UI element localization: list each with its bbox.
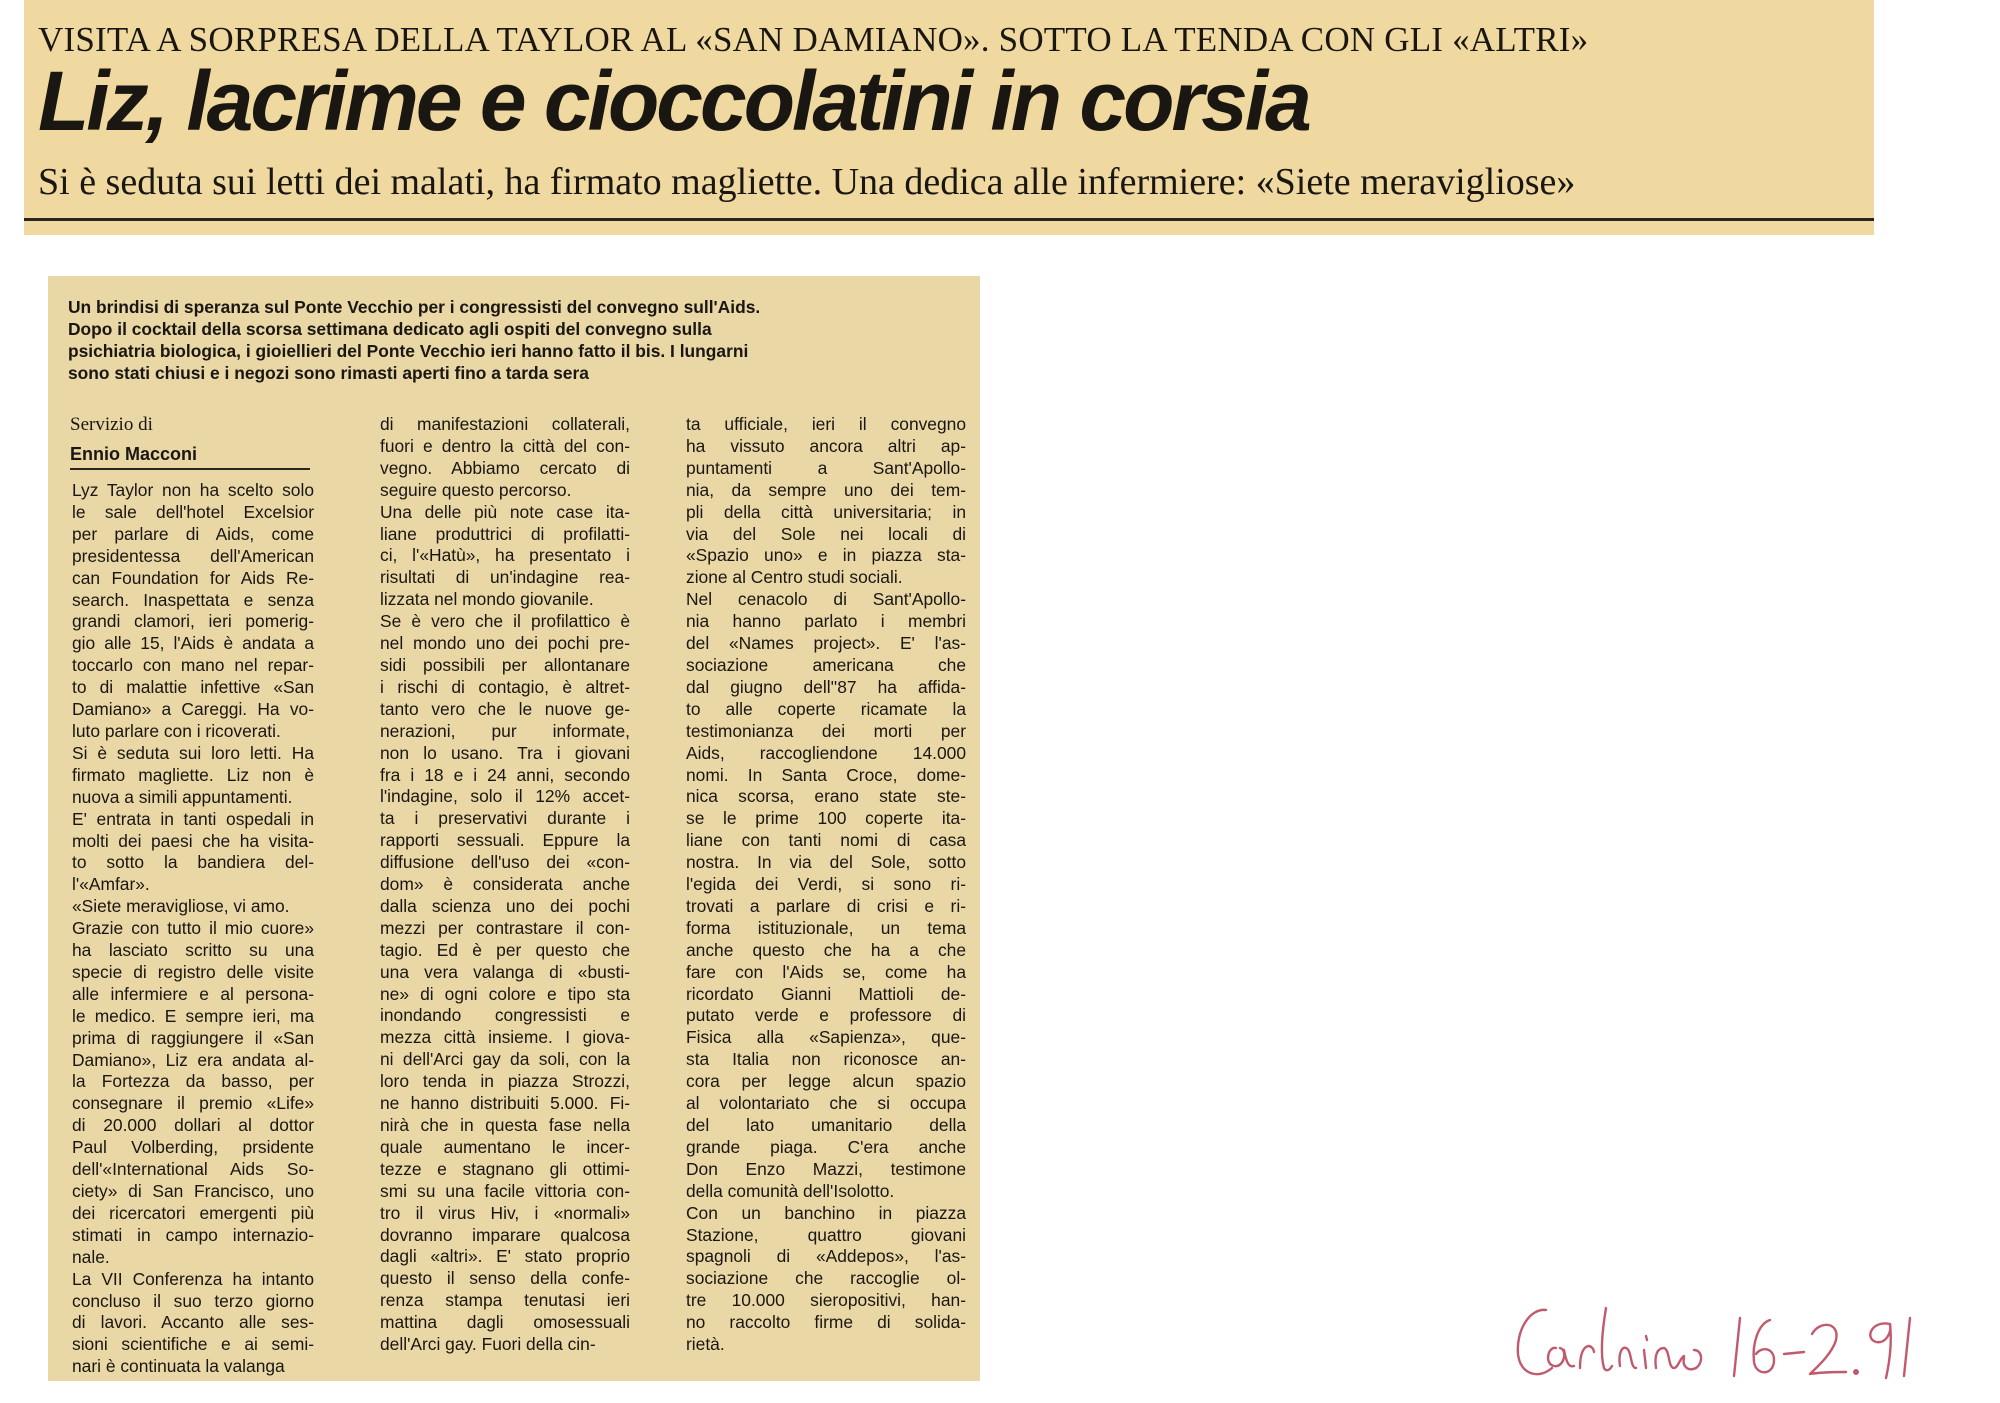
article-line: ci, l'«Hatù», ha presentato i [380, 545, 630, 566]
article-line: per parlare di Aids, come [72, 523, 314, 544]
article-line: ni dell'Arci gay da soli, con la [380, 1049, 630, 1070]
article-line: una vera valanga di «busti- [380, 961, 630, 982]
article-line: «Spazio uno» e in piazza sta- [686, 545, 966, 566]
article-line: le sale dell'hotel Excelsior [72, 501, 314, 522]
article-line: to sotto la bandiera del- [72, 852, 314, 873]
article-line: l'egida dei Verdi, si sono ri- [686, 874, 966, 895]
article-line: molti dei paesi che ha visita- [72, 830, 314, 851]
article-line: smi su una facile vittoria con- [380, 1180, 630, 1201]
divider-rule [24, 218, 1874, 221]
article-line: grande piaga. C'era anche [686, 1136, 966, 1157]
article-line: sioni scientifiche e ai semi- [72, 1334, 314, 1355]
article-line: l'indagine, solo il 12% accet- [380, 786, 630, 807]
article-line: Stazione, quattro giovani [686, 1224, 966, 1245]
article-line: presidentessa dell'American [72, 545, 314, 566]
article-line: Lyz Taylor non ha scelto solo [72, 480, 314, 500]
article-line: nica scorsa, erano state ste- [686, 786, 966, 807]
article-line: ha lasciato scritto su una [72, 940, 314, 961]
article-line: Con un banchino in piazza [686, 1202, 966, 1223]
headline-clipping [24, 0, 1874, 235]
article-line: nomi. In Santa Croce, dome- [686, 764, 966, 785]
byline-divider [70, 468, 310, 470]
article-line: putato verde e professore di [686, 1005, 966, 1026]
article-line: nale. [72, 1246, 110, 1267]
article-clipping [48, 276, 980, 1381]
article-line: zione al Centro studi sociali. [686, 567, 903, 588]
article-line: ciety» di San Francisco, uno [72, 1181, 314, 1201]
article-line: nari è continuata la valanga [72, 1356, 285, 1377]
byline-label: Servizio di [70, 414, 153, 435]
article-line: di 20.000 dollari al dottor [72, 1115, 314, 1136]
article-line: specie di registro delle visite [72, 961, 314, 982]
article-line: mezza città insieme. I giova- [380, 1027, 630, 1048]
article-line: Nel cenacolo di Sant'Apollo- [686, 589, 966, 610]
article-line: quale aumentano le incer- [380, 1136, 630, 1157]
article-line: nostra. In via del Sole, sotto [686, 852, 966, 873]
article-line: no raccolto firme di solida- [686, 1312, 966, 1333]
article-line: tre 10.000 sieropositivi, han- [686, 1290, 966, 1311]
article-line: puntamenti a Sant'Apollo- [686, 457, 966, 478]
handwritten-signature [1508, 1288, 1928, 1388]
article-line: ta ufficiale, ieri il convegno [686, 414, 966, 434]
article-line: del lato umanitario della [686, 1115, 966, 1135]
article-line: al volontariato che si occupa [686, 1093, 966, 1114]
article-line: di lavori. Accanto alle ses- [72, 1312, 314, 1333]
article-line: E' entrata in tanti ospedali in [72, 808, 314, 829]
article-line: Paul Volberding, prsidente [72, 1137, 314, 1158]
article-line: dell'Arci gay. Fuori della cin- [380, 1334, 596, 1355]
article-line: Aids, raccogliendone 14.000 [686, 742, 966, 763]
article-line: diffusione dell'uso dei «con- [380, 852, 630, 873]
article-line: via del Sole nei locali di [686, 523, 966, 544]
article-line: to di malattie infettive «San [72, 677, 314, 698]
article-line: rietà. [686, 1334, 725, 1355]
article-line: dagli «altri». E' stato proprio [380, 1246, 630, 1267]
article-line: can Foundation for Aids Re- [72, 567, 314, 588]
article-line: seguire questo percorso. [380, 479, 572, 500]
article-line: nerazioni, pur informate, [380, 720, 630, 741]
article-line: dei ricercatori emergenti più [72, 1202, 314, 1223]
lead-line: Dopo il cocktail della scorsa settimana dedicato agli ospiti del convegno sulla [68, 319, 712, 339]
article-line: l'«Amfar». [72, 874, 150, 895]
article-line: tagio. Ed è per questo che [380, 939, 630, 960]
article-line: to alle coperte ricamate la [686, 698, 966, 719]
article-line: Fisica alla «Sapienza», que- [686, 1027, 966, 1048]
article-line: risultati di un'indagine rea- [380, 567, 630, 588]
subheadline: Si è seduta sui letti dei malati, ha firmato magliette. Una dedica alle infermiere: «Siete meravigliose» [38, 161, 1576, 203]
article-line: inondando congressisti e [380, 1005, 630, 1026]
article-line: ta i preservativi durante i [380, 808, 630, 829]
article-line: rapporti sessuali. Eppure la [380, 830, 630, 851]
article-line: del «Names project». E' l'as- [686, 633, 966, 654]
article-line: tezze e stagnano gli ottimi- [380, 1158, 630, 1179]
article-line: grandi clamori, ieri pomerig- [72, 611, 314, 632]
article-line: stimati in campo internazio- [72, 1224, 314, 1245]
article-line: cora per legge alcun spazio [686, 1071, 966, 1092]
headline: Liz, lacrime e cioccolatini in corsia [38, 54, 1309, 148]
article-line: dell'«International Aids So- [72, 1159, 314, 1180]
article-line: dovranno imparare qualcosa [380, 1224, 630, 1245]
article-line: non lo usano. Tra i giovani [380, 742, 630, 763]
article-line: concluso il suo terzo giorno [72, 1290, 314, 1311]
article-line: gio alle 15, l'Aids è andata a [72, 633, 314, 654]
article-line: Damiano», Liz era andata al- [72, 1049, 314, 1070]
article-line: i rischi di contagio, è altret- [380, 676, 630, 697]
article-line: toccarlo con mano nel repar- [72, 655, 314, 676]
article-line: alle infermiere e al persona- [72, 983, 314, 1004]
article-line: la Fortezza da basso, per [72, 1071, 314, 1092]
article-line: nel mondo uno dei pochi pre- [380, 633, 630, 654]
article-line: dal giugno dell''87 ha affida- [686, 676, 966, 697]
article-line: dom» è considerata anche [380, 874, 630, 895]
article-line: ne hanno distribuiti 5.000. Fi- [380, 1093, 630, 1114]
article-column-2 [380, 414, 630, 1356]
article-line: sociazione americana che [686, 654, 966, 675]
article-line: questo il senso della confe- [380, 1268, 630, 1289]
article-line: Don Enzo Mazzi, testimone [686, 1158, 966, 1179]
article-line: Grazie con tutto il mio cuore» [72, 918, 314, 939]
article-line: nia hanno parlato i membri [686, 611, 966, 632]
article-line: Si è seduta sui loro letti. Ha [72, 742, 314, 763]
lead-line: Un brindisi di speranza sul Ponte Vecchio per i congressisti del convegno sull'Aids. [68, 297, 761, 317]
article-line: ha vissuto ancora altri ap- [686, 435, 966, 456]
article-line: loro tenda in piazza Strozzi, [380, 1071, 630, 1092]
article-line: dalla scienza uno dei pochi [380, 895, 630, 916]
article-line: Se è vero che il profilattico è [380, 611, 630, 632]
article-line: search. Inaspettata e senza [72, 589, 314, 610]
article-line: anche questo che ha a che [686, 939, 966, 960]
article-line: liane con tanti nomi di casa [686, 830, 966, 851]
article-line: vegno. Abbiamo cercato di [380, 457, 630, 478]
article-line: ricordato Gianni Mattioli de- [686, 983, 966, 1004]
article-line: tanto vero che le nuove ge- [380, 698, 630, 719]
article-line: nia, da sempre uno dei tem- [686, 479, 966, 500]
article-line: luto parlare con i ricoverati. [72, 720, 281, 741]
lead-paragraph [68, 296, 968, 384]
article-line: La VII Conferenza ha intanto [72, 1268, 314, 1289]
article-line: se le prime 100 coperte ita- [686, 808, 966, 829]
article-line: trovati a parlare di crisi e ri- [686, 895, 966, 916]
article-line: nirà che in questa fase nella [380, 1115, 630, 1135]
article-line: le medico. E sempre ieri, ma [72, 1005, 314, 1026]
article-line: fuori e dentro la città del con- [380, 435, 630, 456]
article-line: Una delle più note case ita- [380, 501, 630, 522]
article-line: renza stampa tenutasi ieri [380, 1290, 630, 1311]
article-column-3 [686, 414, 966, 1356]
article-line: «Siete meravigliose, vi amo. [72, 896, 290, 917]
article-line: fra i 18 e i 24 anni, secondo [380, 764, 630, 785]
article-line: della comunità dell'Isolotto. [686, 1180, 895, 1201]
article-column-1 [72, 480, 314, 1378]
lead-line: psichiatria biologica, i gioiellieri del Ponte Vecchio ieri hanno fatto il bis. I lungarni [68, 341, 749, 361]
article-line: prima di raggiungere il «San [72, 1027, 314, 1048]
article-line: Damiano» a Careggi. Ha vo- [72, 699, 314, 720]
article-line: sociazione che raccoglie ol- [686, 1268, 966, 1289]
article-line: mattina dagli omosessuali [380, 1312, 630, 1333]
article-line: firmato magliette. Liz non è [72, 764, 314, 785]
article-line: fare con l'Aids se, come ha [686, 961, 966, 982]
article-line: testimonianza dei morti per [686, 720, 966, 741]
article-line: consegnare il premio «Life» [72, 1093, 314, 1114]
article-line: nuova a simili appuntamenti. [72, 786, 293, 807]
article-line: sta Italia non riconosce an- [686, 1049, 966, 1070]
article-line: forma istituzionale, un tema [686, 917, 966, 938]
article-line: tro il virus Hiv, i «normali» [380, 1202, 630, 1223]
article-line: sidi possibili per allontanare [380, 654, 630, 675]
article-line: di manifestazioni collaterali, [380, 414, 630, 434]
article-line: pli della città universitaria; in [686, 501, 966, 522]
article-line: mezzi per contrastare il con- [380, 917, 630, 938]
lead-line: sono stati chiusi e i negozi sono rimasti aperti fino a tarda sera [68, 363, 589, 383]
article-line: spagnoli di «Addepos», l'as- [686, 1246, 966, 1267]
article-line: ne» di ogni colore e tipo sta [380, 983, 630, 1004]
kicker: VISITA A SORPRESA DELLA TAYLOR AL «SAN DAMIANO». SOTTO LA TENDA CON GLI «ALTRI» [38, 20, 1589, 59]
author-name: Ennio Macconi [70, 444, 198, 464]
article-line: lizzata nel mondo giovanile. [380, 589, 594, 610]
article-line: liane produttrici di profilatti- [380, 523, 630, 544]
